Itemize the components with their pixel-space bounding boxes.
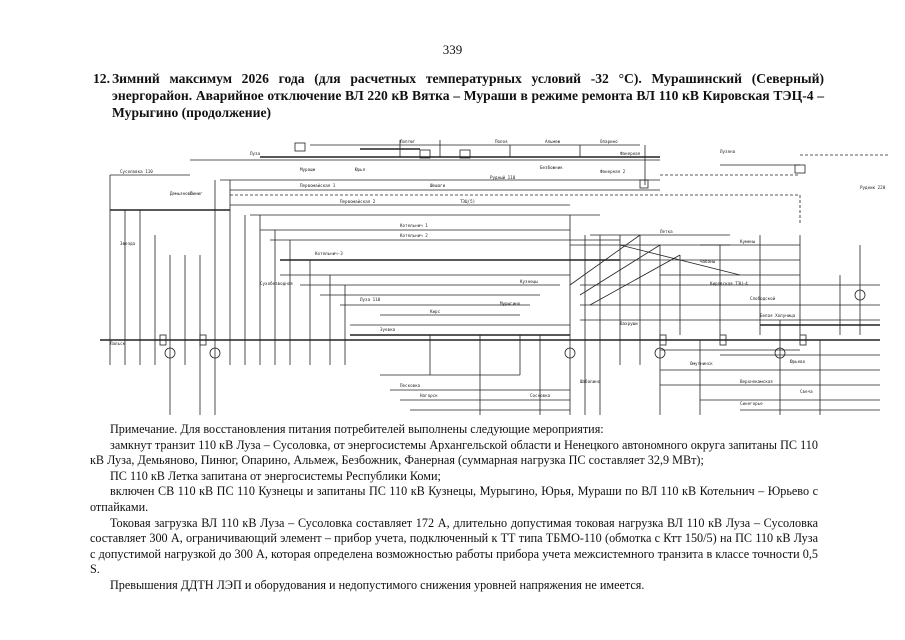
- page-number: 339: [442, 42, 463, 57]
- note-letka: ПС 110 кВ Летка запитана от энергосистемы Республики Коми;: [110, 468, 441, 483]
- diagram-station-label: Кумены: [740, 239, 756, 244]
- diagram-station-label: Нагорск: [420, 393, 438, 398]
- diagram-station-label: Юрья: [355, 167, 366, 172]
- diagram-station-label: Шабалино: [580, 379, 601, 384]
- section-title: Зимний максимум 2026 года (для расчетных температурных условий -32 °С). Мурашинский (Северный) энергорайон. Аварийное отключение ВЛ 220 кВ Вятка – Мураши в режиме ремонта ВЛ 110 кВ Кировская ТЭЦ-4 – Мурыгино (продолжение): [112, 71, 824, 120]
- diagram-station-label: Котельнич-3: [315, 251, 343, 256]
- diagram-station-label: Летка: [660, 229, 673, 234]
- diagram-lines: [100, 140, 890, 415]
- diagram-station-label: Вахруши: [620, 321, 638, 326]
- section-number: 12.: [93, 71, 110, 86]
- note-transit: замкнут транзит 110 кВ Луза – Сусоловка, от энергосистемы Архангельской области и Ненецкого автономного округа запитаны ПС 110 кВ Луза, Демьяново, Пинюг, Опарино, Альмеж, Безбожник, Фанерная (суммарная нагрузка ПС составляет 32,9 МВт);: [90, 437, 818, 468]
- diagram-station-label: Рудный 110: [490, 175, 516, 180]
- diagram-station-label: Безбожник: [540, 165, 563, 170]
- diagram-station-label: Белая Холуница: [760, 313, 796, 318]
- diagram-station-label: ТЭЦ(5): [460, 199, 476, 204]
- diagram-station-label: Рудник 220: [860, 185, 886, 190]
- diagram-station-label: Котельнич 1: [400, 223, 428, 228]
- diagram-station-label: Кузнецы: [520, 279, 538, 284]
- section-heading: [93, 70, 824, 121]
- diagram-station-label: Сухобезводная: [260, 281, 293, 286]
- diagram-station-label: Лоптюг: [400, 139, 416, 144]
- diagram-station-label: Фанерная 2: [600, 169, 626, 174]
- diagram-station-label: Лальск: [110, 341, 126, 346]
- diagram-station-label: Песковка: [400, 383, 421, 388]
- note-intro: Примечание. Для восстановления питания потребителей выполнены следующие мероприятия:: [110, 422, 604, 436]
- diagram-station-label: Юрьево: [790, 359, 806, 364]
- diagram-station-label: Луза: [250, 151, 261, 156]
- diagram-station-label: Котельнич 2: [400, 233, 428, 238]
- diagram-station-label: Сосновка: [530, 393, 551, 398]
- diagram-station-label: Чабаны: [700, 259, 716, 264]
- diagram-station-label: Омутнинск: [690, 361, 713, 366]
- diagram-station-label: Луза 110: [360, 297, 381, 302]
- diagram-station-label: Слободской: [750, 296, 776, 301]
- note-kuznetsy: включен СВ 110 кВ ПС 110 Кузнецы и запитаны ПС 110 кВ Кузнецы, Мурыгино, Юрья, Мураши по ВЛ 110 кВ Котельнич – Юрьево с отпайками.: [90, 484, 818, 514]
- diagram-station-label: Мурыгино: [500, 301, 521, 306]
- note-no-violations: Превышения ДДТН ЛЭП и оборудования и недопустимого снижения уровней напряжения не имеется.: [110, 577, 645, 592]
- diagram-station-label: Первомайская 2: [340, 199, 376, 204]
- diagram-station-label: Шешаги: [430, 183, 446, 188]
- diagram-station-label: Синегорье: [740, 401, 763, 406]
- diagram-station-label: Кирс: [430, 309, 441, 314]
- note-current-load: Токовая загрузка ВЛ 110 кВ Луза – Сусоловка составляет 172 А, длительно допустимая токовая нагрузка ВЛ 110 кВ Луза – Сусоловка составляет 300 А, ограничивающий элемент – прибор учета, подключенный к ТТ типа ТБМО-110 (обмотка с Ктт 150/5) на ПС 110 кВ Луза с допустимой нагрузкой до 300 А, которая определена возможностью работы прибора учета межсистемного транзита в классе точности 0,5 S.: [90, 515, 818, 577]
- diagram-station-label: Альмеж: [545, 139, 561, 144]
- network-diagram: [100, 135, 890, 420]
- diagram-station-label: Опарино: [600, 139, 618, 144]
- diagram-station-label: Сусоловка 110: [120, 169, 153, 174]
- notes-block: [90, 422, 818, 594]
- diagram-station-label: Пинюг: [190, 191, 203, 196]
- diagram-station-label: Лузяна: [720, 149, 736, 154]
- network-diagram-svg: [100, 135, 890, 420]
- diagram-station-label: Фанерная: [620, 151, 641, 156]
- diagram-station-label: Свеча: [800, 389, 813, 394]
- diagram-station-label: Демьяново: [170, 191, 193, 196]
- diagram-station-label: Звезда: [120, 241, 136, 246]
- diagram-labels: [110, 139, 886, 406]
- diagram-station-label: Полоя: [495, 139, 508, 144]
- diagram-station-label: Первомайская 1: [300, 183, 336, 188]
- diagram-station-label: Кировская ТЭЦ-4: [710, 281, 748, 286]
- diagram-station-label: Мураши: [300, 167, 316, 172]
- diagram-station-label: Верхнекамская: [740, 379, 773, 384]
- diagram-station-label: Зуевка: [380, 327, 396, 332]
